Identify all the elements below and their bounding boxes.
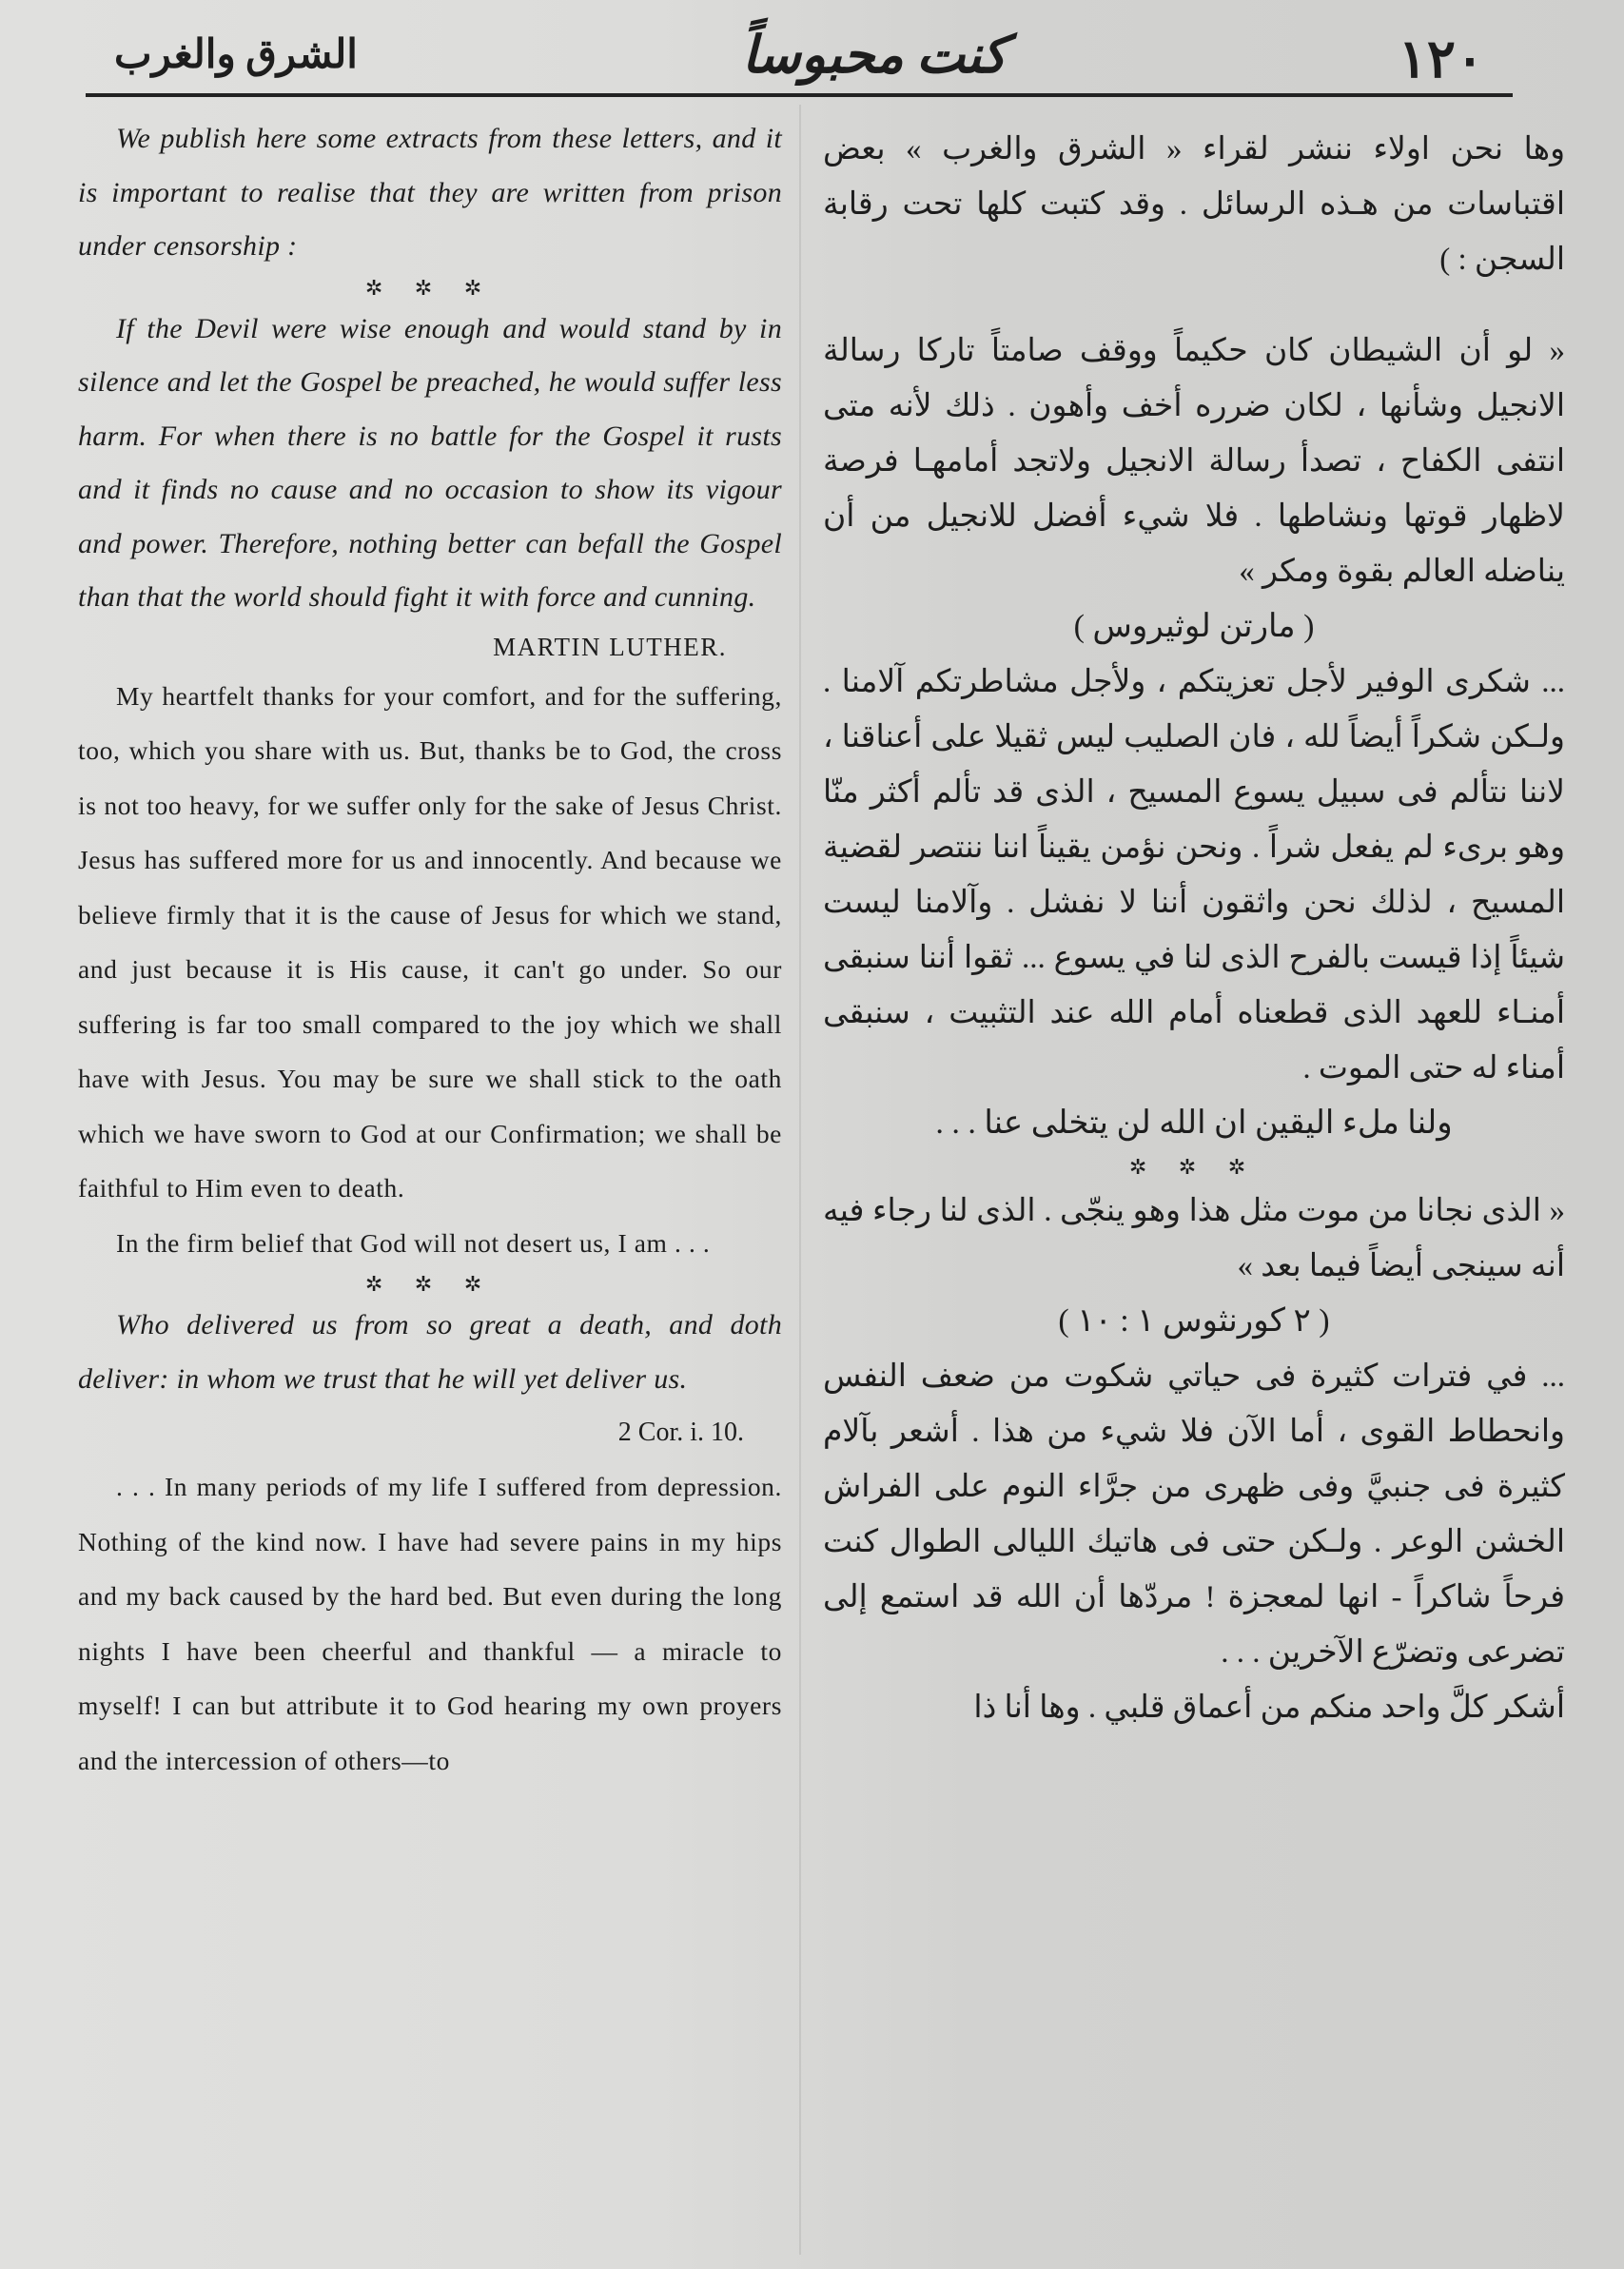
letter-paragraph-2: . . . In many periods of my life I suffered from depression. Nothing of the kind now. I have had severe pains in my hips and my back caused by the hard bed. But even during the long nights I have been cheerful and thankful — a miracle to myself! I can but attribute it to God hearing my own proyers and the intercession of others—to xyxy=(78,1472,782,1775)
arabic-column xyxy=(823,122,1565,1735)
column-gutter xyxy=(799,105,801,2255)
english-intro: We publish here some extracts from these letters, and it is important to realise that they are written from prison under censorship : xyxy=(78,123,782,262)
arabic-luther-signature: ( مارتن لوثيروس ) xyxy=(1073,609,1315,644)
separator-ornament: ✲ ✲ ✲ xyxy=(1128,1155,1260,1179)
luther-quote: If the Devil were wise enough and would stand by in silence and let the Gospel be preached, he would suffer less harm. For when there is no battle for the Gospel it rusts and it finds no cause and no occasion to show its vigour and power. Therefore, nothing better can befall the Gospel than that the world should fight it with force and cunning. xyxy=(78,312,782,613)
article-title: كنت محبوساً xyxy=(742,27,1008,84)
arabic-scripture-quote: « الذى نجانا من موت مثل هذا وهو ينجّى . الذى لنا رجاء فيه أنه سينجى أيضاً فيما بعد » xyxy=(823,1194,1565,1283)
arabic-scripture-reference: ( ٢ كورنثوس ١ : ١٠ ) xyxy=(1058,1303,1330,1339)
arabic-letter-paragraph-3: أشكر كلَّ واحد منكم من أعماق قلبي . وها أنا ذا xyxy=(973,1691,1565,1725)
journal-name: الشرق والغرب xyxy=(114,33,358,77)
arabic-intro: وها نحن اولاء ننشر لقراء « الشرق والغرب » بعض اقتباسات من هـذه الرسائل . وقد كتبت كلها تحت رقابة السجن : ) xyxy=(823,132,1565,277)
luther-signature: MARTIN LUTHER. xyxy=(493,632,727,661)
letter-paragraph-1: My heartfelt thanks for your comfort, and for the suffering, too, which you share with us. But, thanks be to God, the cross is not too heavy, for we suffer only for the sake of Jesus Christ. Jesus has suffered more for us and innocently. And because we believe firmly that it is the cause of Jesus for which we stand, and just because it is His cause, it can't go under. So our suffering is far too small compared to the joy which we shall have with Jesus. You may be sure we shall stick to the oath which we have sworn to God at our Confirmation; we shall be faithful to Him even to death. xyxy=(78,680,782,1203)
arabic-letter-paragraph-1: ... شكرى الوفير لأجل تعزيتكم ، ولأجل مشاطرتكم آلامنا . ولـكن شكراً أيضاً لله ، فان الصليب ليس ثقيلا على أعناقنا ، لاننا نتألم فى سبيل يسوع المسيح ، الذى قد تألم أكثر منّا وهو برىء لم يفعل شراً . ونحن نؤمن يقيناً اننا ننتصر لقضية المسيح ، لذلك نحن واثقون أننا لا نفشل . وآلامنا ليست شيئاً إذا قيست بالفرح الذى لنا في يسوع ... ثقوا أننا سنبقى أمنـاء للعهد الذى قطعناه أمام الله عند التثبيت ، سنبقى أمناء له حتى الموت . xyxy=(823,665,1565,1086)
running-header xyxy=(86,21,1513,88)
letter-closing: In the firm belief that God will not desert us, I am . . . xyxy=(116,1227,711,1258)
page-number: ١٢٠ xyxy=(1398,30,1484,89)
scripture-quote: Who delivered us from so great a death, and doth deliver: in whom we trust that he will yet deliver us. xyxy=(78,1309,782,1395)
separator-ornament: ✲ ✲ ✲ xyxy=(364,1272,496,1296)
arabic-letter-paragraph-2: ... في فترات كثيرة فى حياتي شكوت من ضعف النفس وانحطاط القوى ، أما الآن فلا شيء من هذا . أشعر بآلام كثيرة فى جنبيَّ وفى ظهرى من جرَّاء النوم على الفراش الخشن الوعر . ولـكن حتى فى هاتيك الليالى الطوال كنت فرحاً شاكراً - انها لمعجزة ! مردّها أن الله قد استمع إلى تضرعى وتضرّع الآخرين . . . xyxy=(823,1359,1565,1670)
arabic-luther-quote: « لو أن الشيطان كان حكيماً ووقف صامتاً تاركا رسالة الانجيل وشأنها ، لكان ضرره أخف وأهون . ذلك لأنه متى انتفى الكفاح ، تصدأ رسالة الانجيل ولاتجد أمامهـا فرصة لاظهار قوتها ونشاطها . فلا شيء أفضل للانجيل من أن يناضله العالم بقوة ومكر » xyxy=(823,334,1565,589)
separator-ornament: ✲ ✲ ✲ xyxy=(364,275,496,300)
scripture-reference: 2 Cor. i. 10. xyxy=(617,1418,744,1447)
arabic-letter-closing: ولنا ملء اليقين ان الله لن يتخلى عنا . . . xyxy=(935,1105,1453,1141)
header-rule xyxy=(86,93,1513,97)
english-column xyxy=(78,112,782,1788)
